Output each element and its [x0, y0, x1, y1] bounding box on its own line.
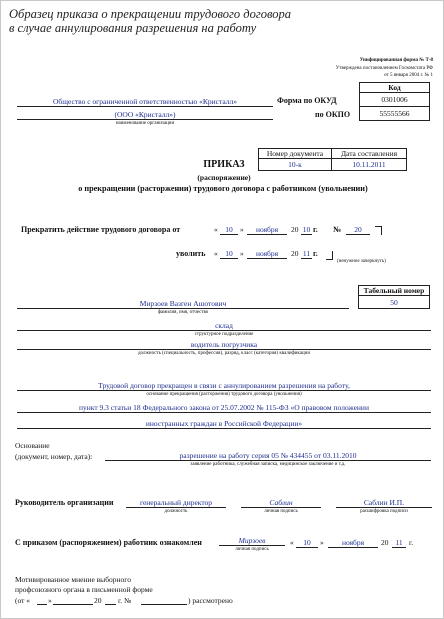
ack-month: ноября [328, 538, 378, 548]
form-code-line: Унифицированная форма № Т-8 [359, 58, 433, 63]
okud-code: 0301006 [359, 92, 430, 107]
contract-number: 20 [346, 225, 370, 235]
terminate-year: 10 [302, 225, 311, 234]
employee-signature: Мирзоев [219, 536, 285, 546]
doc-number-value: 10-к [258, 158, 332, 171]
dismiss-quote-open: « [214, 249, 218, 258]
ack-year-prefix: 20 [381, 538, 389, 547]
position-caption: должность (специальность, профессия), разряд, класс (категория) квалификации [137, 351, 311, 356]
dismiss-year-prefix: 20 [291, 249, 299, 258]
tab-number-header: Табельный номер [358, 285, 430, 296]
basis-label: Основание [15, 441, 50, 450]
terminate-year-prefix: 20 [291, 225, 299, 234]
employee-name-caption: фамилия, имя, отчество [157, 310, 209, 315]
head-signature-caption: личная подпись [264, 509, 298, 514]
form-approval-line: Утверждена постановлением Госкомстата РФ [335, 66, 433, 71]
grounds-line-2: пункт 9.3 статьи 18 Федерального закона от 25.07.2002 № 115-ФЗ «О правовом положении [17, 403, 431, 413]
codes-header: Код [359, 82, 430, 93]
terminate-quote-close: » [240, 225, 244, 234]
employee-position: водитель погрузчика [17, 340, 431, 350]
tab-number-value: 50 [358, 295, 430, 309]
ack-year: 11 [392, 538, 406, 548]
ack-year-suffix: г. [409, 538, 414, 547]
head-position: генеральный директор [126, 498, 226, 508]
basis-document: разрешение на работу серия 05 № 434455 от 03.11.2010 [105, 451, 431, 461]
head-name: Саблин И.П. [336, 498, 432, 508]
ack-quote-open: « [290, 538, 294, 547]
order-subtitle: (распоряжение) [197, 173, 251, 182]
doc-date-header: Дата составления [331, 148, 407, 159]
grounds-line-1: Трудовой договор прекращен в связи с аннулированием разрешения на работу, [17, 381, 431, 391]
union-opinion-line-2: профсоюзного органа в письменной форме [15, 585, 153, 594]
order-title: ПРИКАЗ [203, 159, 245, 170]
employee-name: Мирзоев Вазген Ашотович [17, 299, 349, 309]
union-considered: ) рассмотрено [188, 596, 233, 605]
bracket-mark [326, 251, 333, 260]
ack-quote-close: » [320, 538, 324, 547]
strike-note: (ненужное зачеркнуть) [337, 259, 386, 264]
terminate-quote-open: « [214, 225, 218, 234]
bracket-mark [375, 226, 382, 235]
form-approval-date: от 5 января 2004 г. № 1 [384, 73, 433, 78]
union-year-blank [105, 596, 116, 605]
department-caption: структурное подразделение [194, 332, 254, 337]
okpo-code: 55555566 [359, 106, 430, 121]
union-number-blank [141, 596, 187, 605]
head-name-caption: расшифровка подписи [360, 509, 408, 514]
head-label: Руководитель организации [15, 498, 114, 507]
document-title-line-1: Образец приказа о прекращении трудового договора [9, 7, 291, 21]
doc-date-value: 10.11.2011 [331, 158, 407, 171]
organization-short-name: (ООО «Кристалл») [17, 110, 273, 120]
union-date-close: » [48, 596, 52, 605]
doc-number-header: Номер документа [258, 148, 332, 159]
acknowledgement-label: С приказом (распоряжением) работник ознакомлен [15, 538, 202, 547]
employee-signature-caption: личная подпись [235, 547, 269, 552]
dismiss-month: ноября [247, 249, 287, 259]
union-month-blank [53, 596, 93, 605]
basis-label-2: (документ, номер, дата): [15, 452, 93, 461]
terminate-month: ноября [247, 225, 287, 235]
employee-department: склад [17, 321, 431, 331]
basis-caption: заявление работника, служебная записка, медицинское заключение и т.д. [190, 462, 346, 467]
union-opinion-line-1: Мотивированное мнение выборного [15, 575, 131, 584]
organization-name: Общество с ограниченной ответственностью «Кристалл» [17, 97, 273, 107]
grounds-line-3: иностранных граждан в Российской Федерации» [17, 419, 431, 429]
terminate-year-suffix: г. [313, 225, 318, 234]
document-title-line-2: в случае аннулирования разрешения на работу [9, 21, 257, 35]
dismiss-year: 11 [302, 249, 311, 258]
okpo-label: по ОКПО [315, 110, 351, 119]
union-day-blank [37, 596, 47, 605]
head-signature: Саблин [241, 498, 321, 508]
okud-label: Форма по ОКУД [277, 96, 337, 105]
ack-day: 10 [296, 538, 318, 548]
dismiss-year-suffix: г. [313, 249, 318, 258]
union-year-prefix: 20 [94, 596, 102, 605]
head-position-caption: должность [164, 509, 188, 514]
contract-number-label: № [333, 225, 342, 234]
union-number-label: г. № [118, 596, 132, 605]
dismiss-quote-close: » [240, 249, 244, 258]
union-date-open: (от « [15, 596, 31, 605]
dismiss-label: уволить [176, 249, 206, 258]
terminate-label: Прекратить действие трудового договора от [21, 225, 181, 234]
dismiss-day: 10 [220, 249, 238, 259]
organization-caption: наименование организации [115, 121, 175, 126]
order-subject: о прекращении (расторжении) трудового договора с работником (увольнении) [78, 184, 368, 193]
grounds-caption: основание прекращения (расторжения) трудового договора (увольнения) [146, 392, 302, 397]
terminate-day: 10 [220, 225, 238, 235]
